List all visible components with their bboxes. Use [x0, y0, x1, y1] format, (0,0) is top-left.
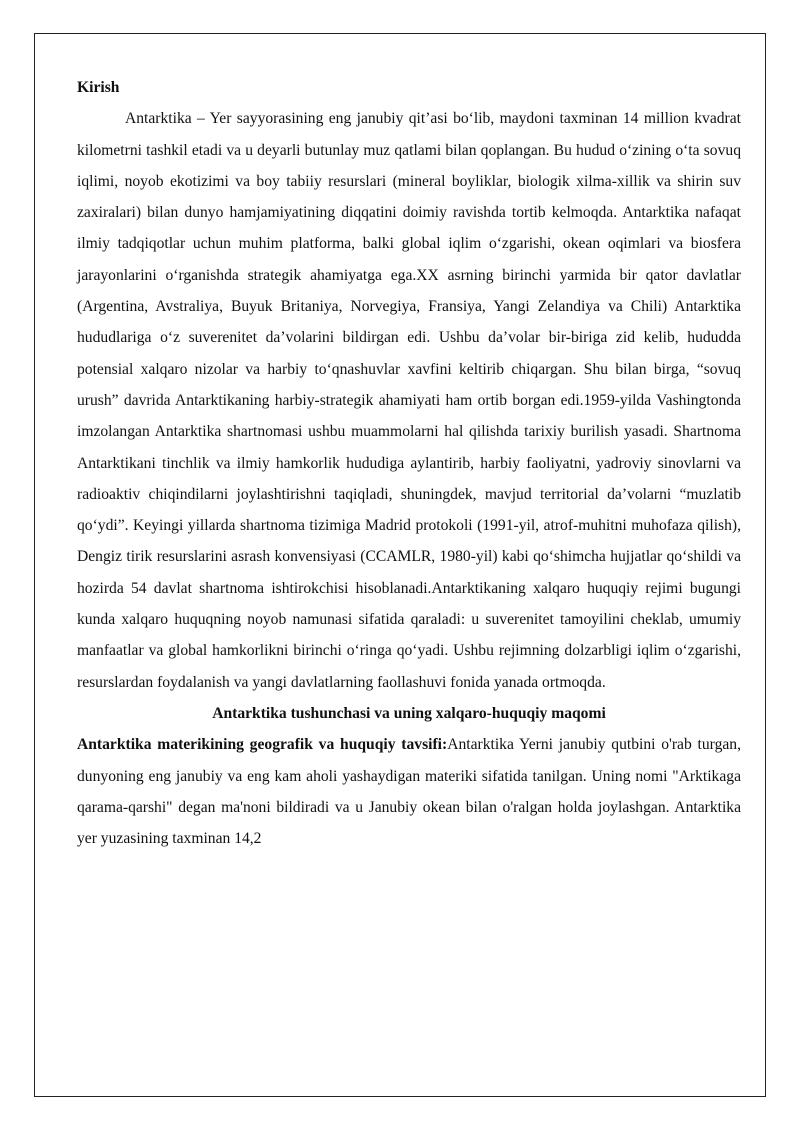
subsection-text: Antarktika Yerni janubiy qutbini o'rab turgan, dunyoning eng janubiy va eng kam aholi yashaydigan materiki sifatida tanilgan. Uning nomi "Arktikaga qarama-qarshi" degan ma'noni bildiradi va u Janubiy okean bilan o'ralgan holda joylashgan. Antarktika yer yuzasining taxminan 14,2 — [77, 736, 741, 848]
section-heading: Antarktika tushunchasi va uning xalqaro-huquqiy maqomi — [212, 704, 606, 722]
subsection-paragraph — [77, 729, 741, 854]
document-body — [77, 72, 741, 854]
subsection-label: Antarktika materikining geografik va huquqiy tavsifi: — [77, 736, 448, 754]
intro-heading: Kirish — [77, 79, 120, 96]
intro-paragraph: Antarktika – Yer sayyorasining eng janubiy qit’asi bo‘lib, maydoni taxminan 14 million kvadrat kilometrni tashkil etadi va u deyarli butunlay muz qatlami bilan qoplangan. Bu hudud o‘zining o‘ta sovuq iqlimi, noyob ekotizimi va boy tabiiy resurslari (mineral boyliklar, biologik xilma-xillik va shirin suv zaxiralari) bilan dunyo hamjamiyatining diqqatini doimiy ravishda tortib kelmoqda. Antarktika nafaqat ilmiy tadqiqotlar uchun muhim platforma, balki global iqlim o‘zgarishi, okean oqimlari va biosfera jarayonlarini o‘rganishda strategik ahamiyatga ega.XX asrning birinchi yarmida bir qator davlatlar (Argentina, Avstraliya, Buyuk Britaniya, Norvegiya, Fransiya, Yangi Zelandiya va Chili) Antarktika hududlariga o‘z suverenitet da’volarini bildirgan edi. Ushbu da’volar bir-biriga zid kelib, hududda potensial xalqaro nizolar va harbiy to‘qnashuvlar xavfini keltirib chiqargan. Shu bilan birga, “sovuq urush” davrida Antarktikaning harbiy-strategik ahamiyati ham ortib borgan edi.1959-yilda Vashingtonda imzolangan Antarktika shartnomasi ushbu muammolarni hal qilishda tarixiy burilish yasadi. Shartnoma Antarktikani tinchlik va ilmiy hamkorlik hududiga aylantirib, harbiy faoliyatni, yadroviy sinovlarni va radioaktiv chiqindilarni joylashtirishni taqiqladi, shuningdek, mavjud territorial da’volarni “muzlatib qo‘ydi”. Keyingi yillarda shartnoma tizimiga Madrid protokoli (1991-yil, atrof-muhitni muhofaza qilish), Dengiz tirik resurslarini asrash konvensiyasi (CCAMLR, 1980-yil) kabi qo‘shimcha hujjatlar qo‘shildi va hozirda 54 davlat shartnoma ishtirokchisi hisoblanadi.Antarktikaning xalqaro huquqiy rejimi bugungi kunda xalqaro huquqning noyob namunasi sifatida qaraladi: u suverenitet tamoyilini cheklab, umumiy manfaatlar va global hamkorlikni birinchi o‘ringa qo‘yadi. Ushbu rejimning dolzarbligi iqlim o‘zgarishi, resurslardan foydalanish va yangi davlatlarning faollashuvi fonida yanada ortmoqda. — [77, 110, 741, 691]
